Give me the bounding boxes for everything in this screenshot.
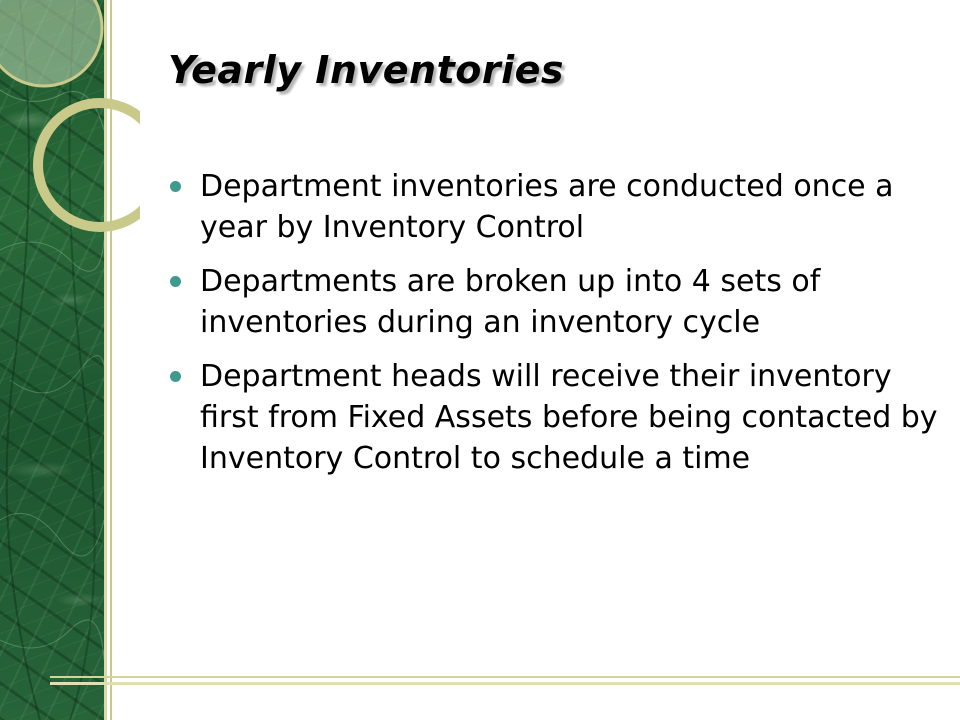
footer-rule-second — [50, 682, 960, 685]
bullet-dot-icon — [170, 371, 181, 382]
footer-rule — [50, 676, 960, 678]
bullet-item — [168, 356, 938, 479]
bullet-list — [168, 166, 938, 492]
bullet-text: Department inventories are conducted once a year by Inventory Control — [200, 169, 894, 245]
bullet-item — [168, 261, 938, 343]
bullet-dot-icon — [170, 276, 181, 287]
decorative-circle-icon — [0, 0, 140, 240]
bullet-item — [168, 166, 938, 248]
bullet-dot-icon — [170, 181, 181, 192]
slide-title: Yearly Inventories — [168, 48, 565, 92]
bullet-text: Departments are broken up into 4 sets of inventories during an inventory cycle — [200, 264, 821, 340]
bullet-text: Department heads will receive their inventory first from Fixed Assets before being contacted by Inventory Control to schedule a time — [200, 359, 938, 476]
